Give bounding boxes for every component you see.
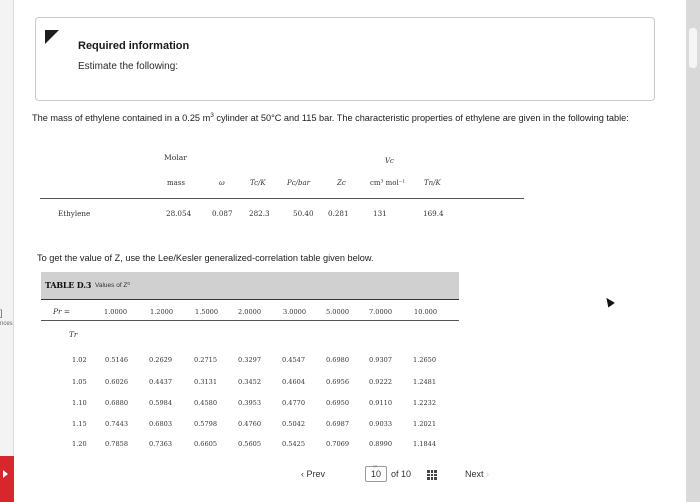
table-cell: 0.9033 [369, 420, 393, 428]
sidebar-fragment-label: nces [0, 321, 13, 327]
table-cell: 0.9307 [369, 356, 393, 364]
info-subtitle: Estimate the following: [78, 61, 179, 72]
table-pr-rule [41, 320, 459, 321]
table-cell: 1.05 [72, 378, 87, 386]
page-number-field[interactable] [365, 466, 387, 482]
pr-value: 1.0000 [104, 308, 128, 316]
problem-text-2: cylinder at 50°C and 115 bar. The characteristic properties of ethylene are given in the following table: [213, 113, 629, 124]
header-rule [40, 198, 524, 199]
problem-text-1: The mass of ethylene contained in a 0.25 m [32, 113, 211, 124]
required-information-box [35, 17, 655, 101]
table-cell: 1.2021 [413, 420, 437, 428]
info-title: Required information [78, 40, 190, 52]
row-omega: 0.087 [212, 209, 233, 218]
table-cell: 1.20 [72, 440, 87, 448]
table-cell: 0.9222 [369, 378, 393, 386]
table-cell: 1.10 [72, 399, 87, 407]
scrollbar[interactable] [686, 0, 700, 502]
table-cell: 0.7858 [105, 440, 129, 448]
table-cell: 0.7363 [149, 440, 173, 448]
table-cell: 0.5042 [282, 420, 306, 428]
table-caption: Values of Z⁰ [95, 282, 131, 289]
table-cell: 0.7443 [105, 420, 129, 428]
table-cell: 0.5984 [149, 399, 173, 407]
table-cell: 0.2715 [194, 356, 218, 364]
table-cell: 0.6956 [326, 378, 350, 386]
lee-kesler-table [41, 272, 459, 454]
table-cell: 0.5425 [282, 440, 306, 448]
table-cell: 0.6803 [149, 420, 173, 428]
pr-value: 3.0000 [283, 308, 307, 316]
table-cell: 0.4604 [282, 378, 306, 386]
pr-value: 1.5000 [195, 308, 219, 316]
header-tc: Tc/K [250, 179, 266, 187]
table-cell: 0.4547 [282, 356, 306, 364]
chevron-left-icon: ‹ [301, 469, 304, 479]
pr-value: 5.0000 [326, 308, 350, 316]
page-count: of 10 [391, 469, 412, 479]
row-zc: 0.281 [328, 209, 349, 218]
expand-panel-tab[interactable] [0, 456, 14, 502]
table-cell: 1.1844 [413, 440, 437, 448]
table-cell: 0.6980 [326, 356, 350, 364]
grid-icon[interactable] [427, 470, 437, 480]
table-cell: 0.8990 [369, 440, 393, 448]
mouse-cursor-icon [603, 296, 615, 308]
table-cell: 0.3131 [194, 378, 218, 386]
header-pc: Pc/bar [287, 179, 310, 187]
problem-superscript: 3 [210, 112, 214, 119]
table-cell: 1.2232 [413, 399, 437, 407]
pr-value: 7.0000 [369, 308, 393, 316]
instruction-text: To get the value of Z, use the Lee/Kesler generalized-correlation table given below. [37, 253, 374, 263]
table-cell: 1.15 [72, 420, 87, 428]
table-cell: 0.5146 [105, 356, 129, 364]
row-pc: 50.40 [293, 209, 314, 218]
pr-value: 2.0000 [238, 308, 262, 316]
header-vc-units: cm³ mol⁻¹ [370, 179, 406, 187]
row-tc: 282.3 [249, 209, 270, 218]
current-page: 10 [370, 469, 381, 479]
table-cell: 0.5798 [194, 420, 218, 428]
table-cell: 1.2481 [413, 378, 437, 386]
table-cell: 0.3452 [238, 378, 262, 386]
ethylene-properties-table [40, 145, 524, 227]
scrollbar-thumb[interactable] [689, 28, 697, 68]
table-cell: 0.3297 [238, 356, 262, 364]
row-tn: 169.4 [423, 209, 444, 218]
row-name: Ethylene [58, 209, 91, 218]
table-top-rule [41, 299, 459, 300]
pr-symbol: Pr = [53, 307, 71, 316]
left-sidebar-strip [0, 0, 14, 502]
table-cell: 1.02 [72, 356, 87, 364]
table-cell: 1.2650 [413, 356, 437, 364]
table-cell: 0.6880 [105, 399, 129, 407]
prev-button[interactable] [301, 469, 325, 479]
corner-marker-icon [45, 30, 59, 44]
table-cell: 0.6950 [326, 399, 350, 407]
problem-statement [32, 110, 652, 124]
table-cell: 0.4580 [194, 399, 218, 407]
next-button[interactable] [465, 469, 489, 479]
table-cell: 0.6026 [105, 378, 129, 386]
table-cell: 0.3953 [238, 399, 262, 407]
table-cell: 0.4437 [149, 378, 173, 386]
link-icon: ∞ [373, 464, 378, 470]
table-header-bar [41, 272, 459, 299]
pr-value: 10.000 [414, 308, 438, 316]
table-cell: 0.6605 [194, 440, 218, 448]
table-cell: 0.4770 [282, 399, 306, 407]
table-cell: 0.6987 [326, 420, 350, 428]
tr-symbol: Tr [69, 330, 78, 339]
next-label: Next [465, 469, 484, 479]
arrow-right-icon [3, 470, 8, 478]
table-cell: 0.5605 [238, 440, 262, 448]
table-cell: 0.7069 [326, 440, 350, 448]
chevron-right-icon: › [486, 469, 490, 479]
header-tn: Tn/K [424, 179, 441, 187]
header-molar: Molar [164, 153, 187, 162]
content-panel [14, 0, 686, 502]
table-cell: 0.9110 [369, 399, 393, 407]
row-vc: 131 [373, 209, 387, 218]
table-cell: 0.2629 [149, 356, 173, 364]
header-mass: mass [167, 179, 185, 187]
pr-value: 1.2000 [150, 308, 174, 316]
table-label: TABLE D.3 [45, 280, 92, 290]
table-cell: 0.4760 [238, 420, 262, 428]
header-zc: Zc [337, 179, 346, 187]
row-mass: 28.054 [166, 209, 192, 218]
header-vc: Vc [385, 157, 394, 165]
header-omega: ω [219, 179, 225, 187]
prev-label: Prev [306, 469, 326, 479]
sidebar-fragment: ] [0, 308, 3, 318]
